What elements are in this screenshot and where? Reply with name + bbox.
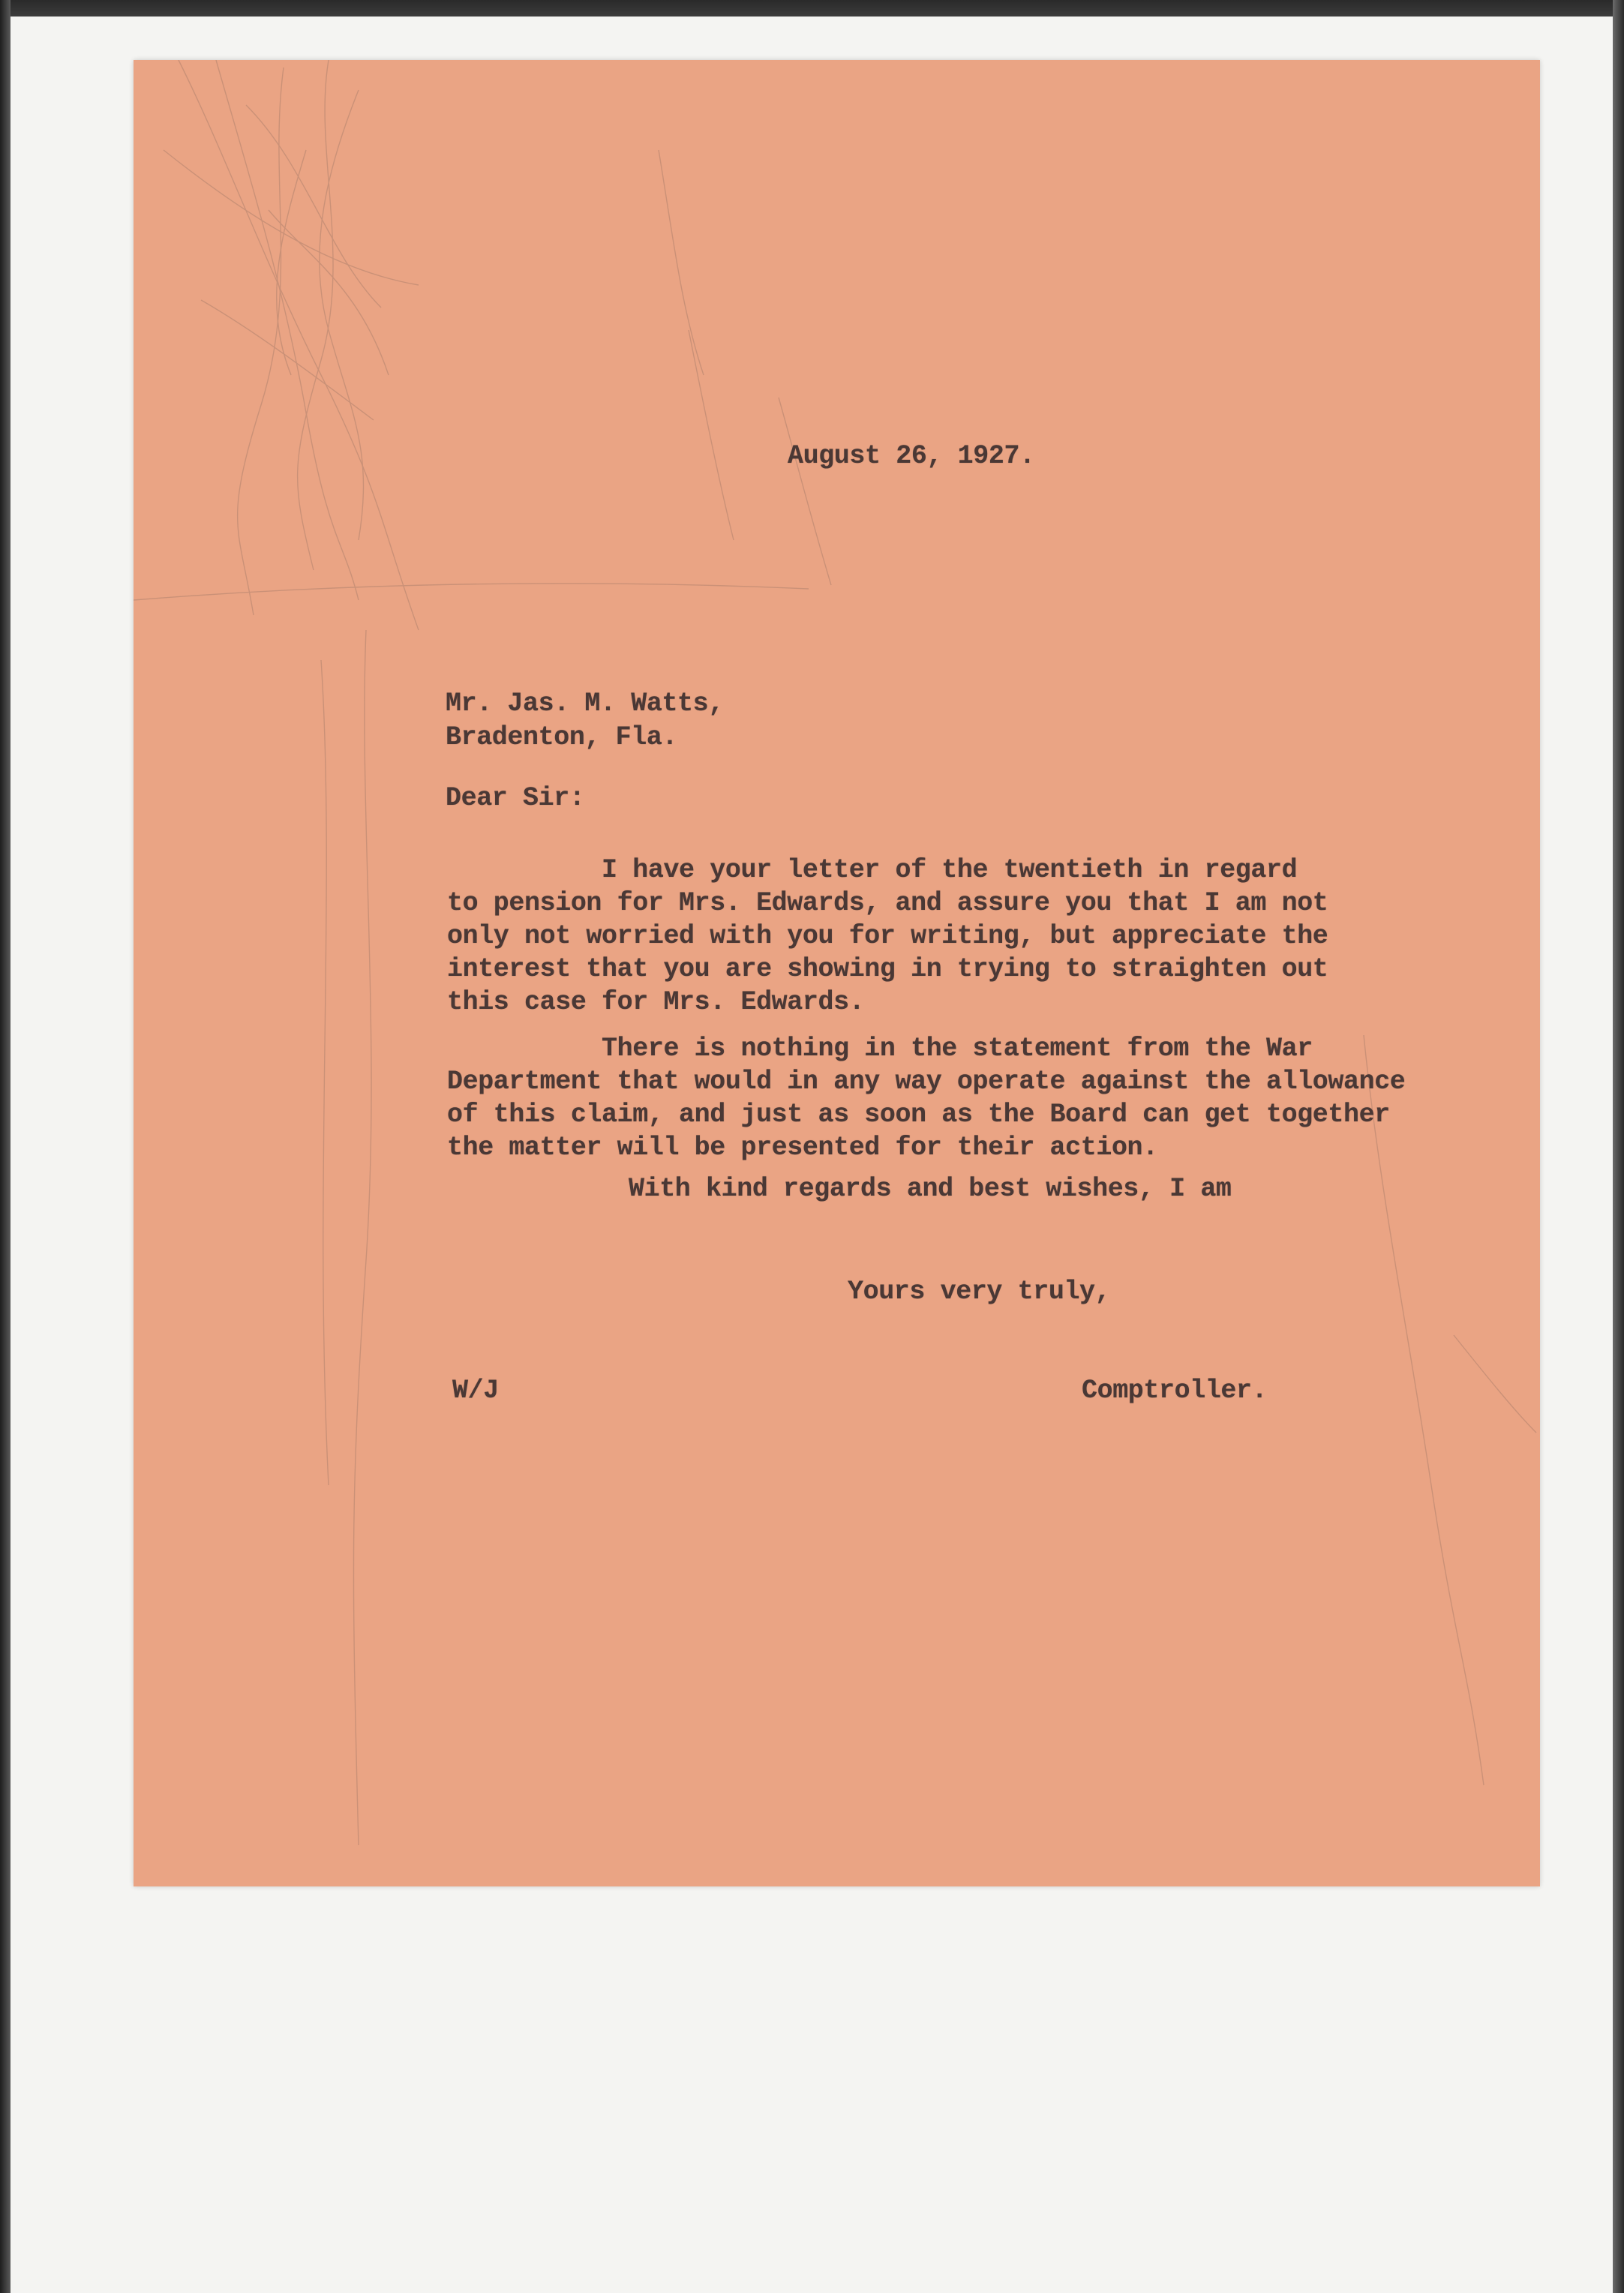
scan-right-edge — [1613, 0, 1624, 2293]
closing-phrase: With kind regards and best wishes, I am — [629, 1174, 1232, 1204]
letter-date: August 26, 1927. — [788, 441, 1035, 471]
scan-top-edge — [0, 0, 1624, 17]
body-paragraph-2: There is nothing in the statement from the War Department that would in any way operate against the allowance of this claim, and just as soon as the Board can get together the matter will be presented for their action. — [447, 1034, 1406, 1163]
scan-left-edge — [0, 0, 11, 2293]
valediction: Yours very truly, — [848, 1277, 1111, 1307]
signature-title: Comptroller. — [1082, 1376, 1268, 1406]
recipient-location: Bradenton, Fla. — [446, 722, 678, 752]
salutation: Dear Sir: — [446, 783, 585, 813]
recipient-name: Mr. Jas. M. Watts, — [446, 689, 724, 719]
letter-sheet — [134, 60, 1540, 1886]
typist-initials: W/J — [452, 1376, 499, 1406]
body-paragraph-1: I have your letter of the twentieth in regard to pension for Mrs. Edwards, and assure you that I am not only not worried with you for writing, but appreciate the interest that you are showing in trying to straighten out this case for Mrs. Edwards. — [447, 855, 1328, 1017]
